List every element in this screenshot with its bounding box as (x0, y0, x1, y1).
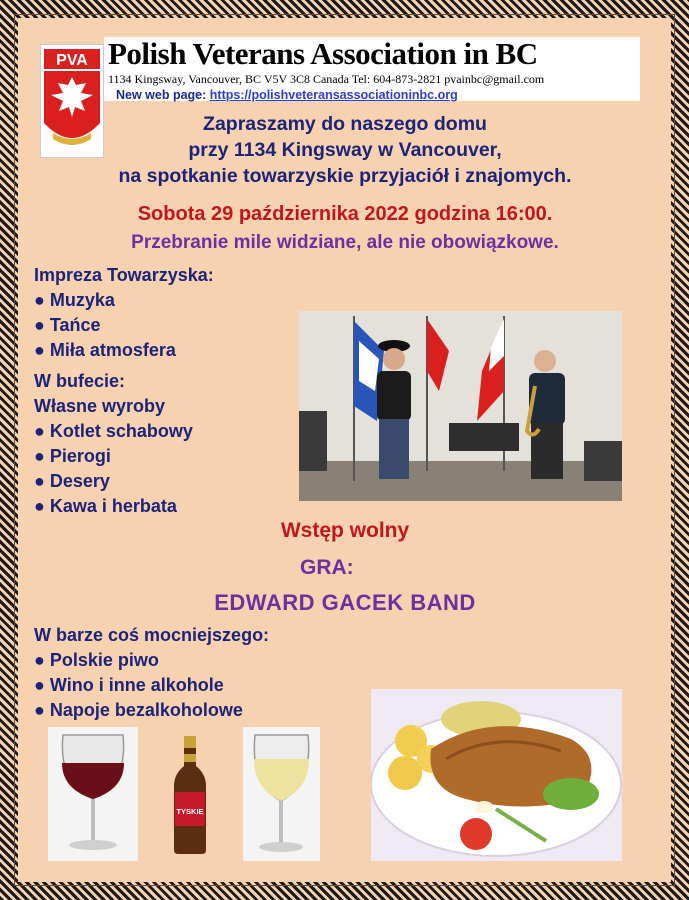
event-date-time: Sobota 29 października 2022 godzina 16:00. (137, 203, 553, 225)
red-wine-image (48, 727, 138, 861)
web-page-label: New web page: (116, 88, 207, 102)
party-list (34, 263, 214, 363)
band-name: EDWARD GACEK BAND (214, 590, 476, 615)
beer-bottle-icon (166, 732, 214, 856)
entry-free: Wstęp wolny (280, 519, 410, 542)
list-item: ● Desery (34, 471, 110, 491)
list-item: ● Kawa i herbata (34, 496, 177, 516)
white-wine-image (243, 727, 320, 861)
list-item: ● Wino i inne alkohole (34, 675, 224, 695)
list-item: ● Muzyka (34, 290, 115, 310)
beer-label: TYSKIE (176, 807, 204, 816)
web-page-link[interactable]: https://polishveteransassociationinbc.org (209, 88, 458, 102)
invitation-line-1: Zapraszamy do naszego domu (203, 113, 487, 135)
band-photo (299, 311, 622, 501)
web-page-line (116, 88, 458, 102)
invitation-line-3: na spotkanie towarzyskie przyjaciół i znajomych. (118, 165, 572, 187)
pork-cutlet-plate-icon (371, 689, 622, 861)
buffet-list (34, 369, 193, 519)
white-wine-glass-icon (243, 727, 320, 861)
list-item: ● Miła atmosfera (34, 340, 176, 360)
plays-label: GRA: (300, 556, 354, 579)
list-item: ● Pierogi (34, 446, 111, 466)
buffet-subheading: Własne wyroby (34, 396, 166, 416)
list-item: ● Kotlet schabowy (34, 421, 193, 441)
bar-heading: W barze coś mocniejszego: (34, 625, 270, 645)
bar-list (34, 623, 269, 723)
buffet-heading: W bufecie: (34, 371, 126, 391)
party-heading: Impreza Towarzyska: (34, 265, 214, 285)
red-wine-glass-icon (48, 727, 138, 861)
list-item: ● Polskie piwo (34, 650, 159, 670)
band-photo-illustration (299, 311, 622, 501)
list-item: ● Napoje bezalkoholowe (34, 700, 243, 720)
logo-text: PVA (56, 52, 88, 69)
list-item: ● Tańce (34, 315, 101, 335)
org-title: Polish Veterans Association in BC (108, 36, 538, 71)
invitation-line-2: przy 1134 Kingsway w Vancouver, (188, 139, 502, 161)
org-address: 1134 Kingsway, Vancouver, BC V5V 3C8 Canada Tel: 604-873-2821 pvainbc@gmail.com (108, 72, 545, 86)
beer-bottle-image (166, 732, 214, 856)
costume-note: Przebranie mile widziane, ale nie obowiązkowe. (131, 232, 559, 253)
pork-cutlet-image (371, 689, 622, 861)
